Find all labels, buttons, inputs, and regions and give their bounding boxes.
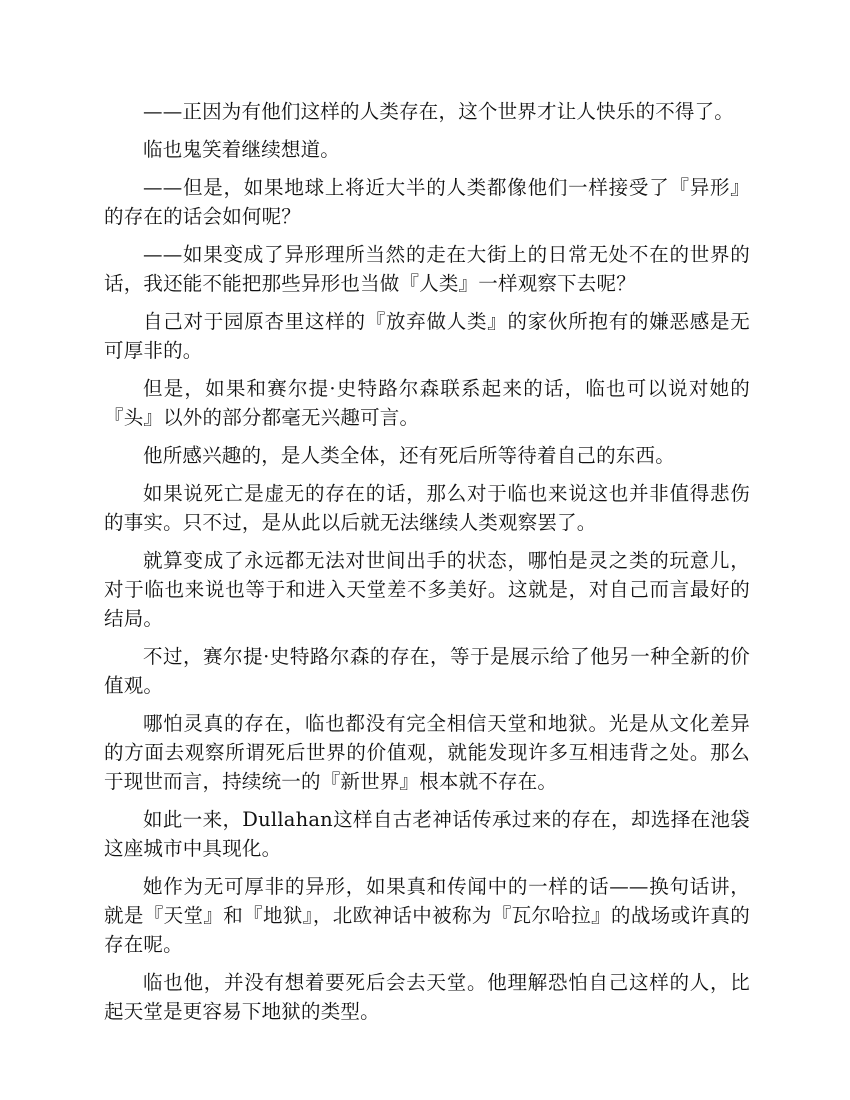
paragraph-12: 如此一来，Dullahan这样自古老神话传承过来的存在，却选择在池袋这座城市中具现化。 [104,808,750,860]
paragraph-11: 哪怕灵真的存在，临也都没有完全相信天堂和地狱。光是从文化差异的方面去观察所谓死后世界的价值观，就能发现许多互相违背之处。那么于现世而言，持续统一的『新世界』根本就不存在。 [104,712,750,793]
paragraph-2: 临也鬼笑着继续想道。 [143,138,341,161]
paragraph-10: 不过，赛尔提·史特路尔森的存在，等于是展示给了他另一种全新的价值观。 [104,645,750,697]
paragraph-7: 他所感兴趣的，是人类全体，还有死后所等待着自己的东西。 [143,444,675,467]
paragraph-3: ——但是，如果地球上将近大半的人类都像他们一样接受了『异形』的存在的话会如何呢？ [104,176,750,228]
paragraph-6: 但是，如果和赛尔提·史特路尔森联系起来的话，临也可以说对她的『头』以外的部分都毫无兴趣可言。 [104,377,750,429]
paragraph-5: 自己对于园原杏里这样的『放弃做人类』的家伙所抱有的嫌恶感是无可厚非的。 [104,310,750,362]
paragraph-9: 就算变成了永远都无法对世间出手的状态，哪怕是灵之类的玩意儿，对于临也来说也等于和进入天堂差不多美好。这就是，对自己而言最好的结局。 [104,549,750,630]
paragraph-1: ——正因为有他们这样的人类存在，这个世界才让人快乐的不得了。 [143,100,735,123]
paragraph-14: 临也他，并没有想着要死后会去天堂。他理解恐怕自己这样的人，比起天堂是更容易下地狱的类型。 [104,971,750,1023]
paragraph-13: 她作为无可厚非的异形，如果真和传闻中的一样的话——换句话讲，就是『天堂』和『地狱』，北欧神话中被称为『瓦尔哈拉』的战场或许真的存在呢。 [104,875,750,956]
paragraph-4: ——如果变成了异形理所当然的走在大街上的日常无处不在的世界的话，我还能不能把那些异形也当做『人类』一样观察下去呢？ [104,243,750,295]
paragraph-8: 如果说死亡是虚无的存在的话，那么对于临也来说这也并非值得悲伤的事实。只不过，是从此以后就无法继续人类观察罢了。 [104,482,750,534]
